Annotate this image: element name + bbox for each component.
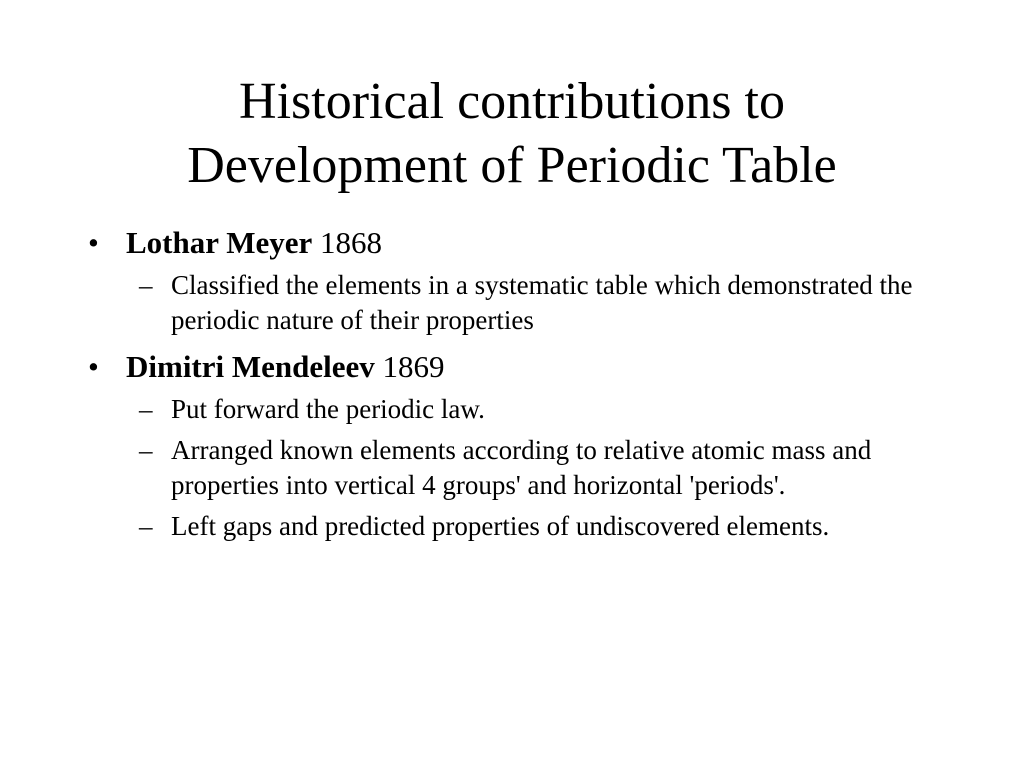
slide-title-line-2: Development of Periodic Table [187,137,837,194]
sub-list-lothar-meyer [0,268,1024,338]
bullet-year: 1869 [382,349,445,384]
sub-item-text: Put forward the periodic law. [171,394,485,424]
sub-dash: – [139,435,153,465]
bullet-dot: • [88,225,99,260]
slide-content [0,222,1024,552]
sub-item [0,268,941,338]
bullet-year: 1868 [319,225,382,260]
sub-item [0,509,941,544]
sub-item-text: Left gaps and predicted properties of undiscovered elements. [171,511,830,541]
sub-item [0,392,941,427]
sub-item-text: Classified the elements in a systematic table which demonstrated the periodic nature of their properties [171,270,913,335]
slide-title [0,70,1024,198]
sub-dash: – [139,511,153,541]
bullet-dot: • [88,349,99,384]
bullet-dimitri-mendeleev [0,346,1024,388]
sub-item [0,433,941,503]
sub-list-dimitri-mendeleev [0,392,1024,544]
bullet-name: Dimitri Mendeleev [126,349,375,384]
sub-item-text: Arranged known elements according to relative atomic mass and properties into vertical 4 groups' and horizontal 'periods'. [171,435,872,500]
bullet-lothar-meyer [0,222,1024,264]
sub-dash: – [139,394,153,424]
sub-dash: – [139,270,153,300]
bullet-name: Lothar Meyer [126,225,313,260]
slide-title-line-1: Historical contributions to [239,73,785,130]
